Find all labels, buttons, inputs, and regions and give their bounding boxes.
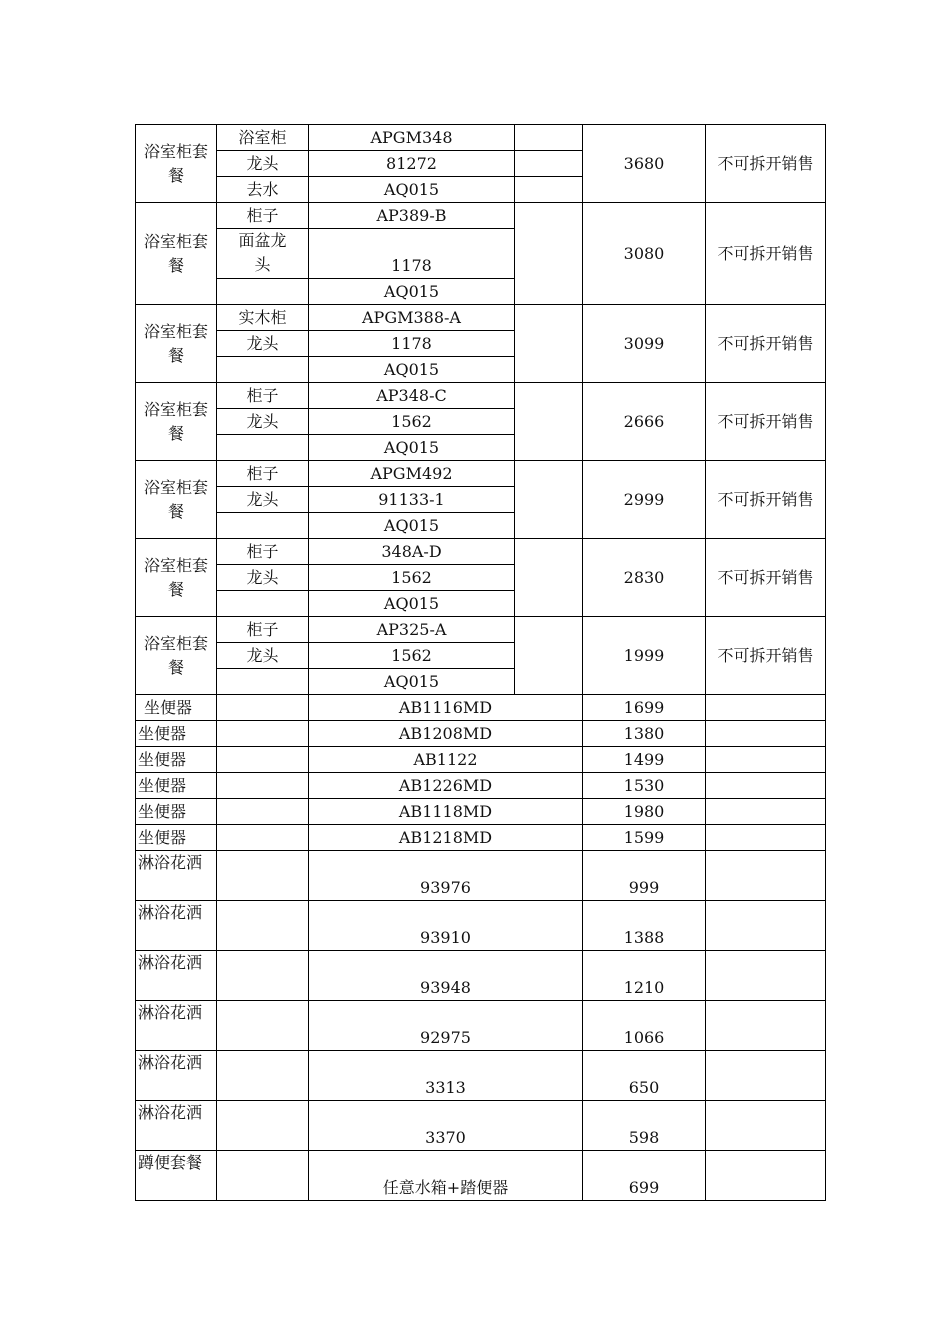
part-name: 龙头 [217, 331, 309, 357]
table-row [136, 1151, 826, 1201]
package-name: 浴室柜套餐 [136, 617, 217, 695]
model-number: 81272 [309, 151, 515, 177]
product-name: 淋浴花洒 [136, 901, 217, 951]
product-name: 坐便器 [136, 747, 217, 773]
price-table [135, 124, 826, 1201]
table-row [136, 825, 826, 851]
package-note: 不可拆开销售 [706, 383, 826, 461]
part-name: 龙头 [217, 487, 309, 513]
blank-cell [515, 125, 583, 151]
package-price: 3080 [583, 203, 706, 305]
product-name: 坐便器 [136, 721, 217, 747]
model-number: AB1226MD [309, 773, 583, 799]
blank-cell [217, 851, 309, 901]
model-number: 3313 [309, 1051, 583, 1101]
package-note: 不可拆开销售 [706, 305, 826, 383]
model-number: 92975 [309, 1001, 583, 1051]
package-price: 2999 [583, 461, 706, 539]
product-price: 598 [583, 1101, 706, 1151]
blank-cell [706, 695, 826, 721]
package-name: 浴室柜套餐 [136, 461, 217, 539]
blank-cell [515, 383, 583, 461]
table-row [136, 901, 826, 951]
blank-cell [515, 203, 583, 305]
model-number: AP348-C [309, 383, 515, 409]
part-name: 龙头 [217, 409, 309, 435]
package-name: 浴室柜套餐 [136, 539, 217, 617]
model-number: AB1208MD [309, 721, 583, 747]
product-price: 1066 [583, 1001, 706, 1051]
model-number: 1562 [309, 565, 515, 591]
blank-cell [706, 951, 826, 1001]
part-name: 浴室柜 [217, 125, 309, 151]
blank-cell [217, 951, 309, 1001]
product-price: 1599 [583, 825, 706, 851]
blank-cell [515, 461, 583, 539]
model-number: AQ015 [309, 669, 515, 695]
model-number: AP325-A [309, 617, 515, 643]
table-row [136, 1001, 826, 1051]
product-price: 999 [583, 851, 706, 901]
model-number: APGM388-A [309, 305, 515, 331]
package-note: 不可拆开销售 [706, 203, 826, 305]
product-name: 坐便器 [136, 695, 217, 721]
model-number: 1562 [309, 409, 515, 435]
product-price: 1699 [583, 695, 706, 721]
package-price: 2666 [583, 383, 706, 461]
table-row [136, 1101, 826, 1151]
model-number: AQ015 [309, 591, 515, 617]
blank-cell [515, 617, 583, 695]
package-price: 3680 [583, 125, 706, 203]
package-name: 浴室柜套餐 [136, 125, 217, 203]
blank-cell [217, 1151, 309, 1201]
model-number: 93976 [309, 851, 583, 901]
blank-cell [217, 799, 309, 825]
package-note: 不可拆开销售 [706, 539, 826, 617]
package-row [136, 305, 826, 331]
part-name [217, 435, 309, 461]
package-price: 2830 [583, 539, 706, 617]
product-name: 坐便器 [136, 825, 217, 851]
model-number: AQ015 [309, 435, 515, 461]
table-row [136, 1051, 826, 1101]
part-name: 龙头 [217, 565, 309, 591]
package-note: 不可拆开销售 [706, 461, 826, 539]
part-name [217, 357, 309, 383]
part-name: 柜子 [217, 383, 309, 409]
product-price: 1380 [583, 721, 706, 747]
blank-cell [706, 825, 826, 851]
package-name: 浴室柜套餐 [136, 203, 217, 305]
blank-cell [515, 177, 583, 203]
blank-cell [706, 1101, 826, 1151]
model-number: 91133-1 [309, 487, 515, 513]
package-row [136, 539, 826, 565]
model-number: APGM492 [309, 461, 515, 487]
product-price: 1980 [583, 799, 706, 825]
model-number: 93948 [309, 951, 583, 1001]
package-note: 不可拆开销售 [706, 125, 826, 203]
table-row [136, 951, 826, 1001]
part-name: 龙头 [217, 643, 309, 669]
model-number: 3370 [309, 1101, 583, 1151]
table-row [136, 773, 826, 799]
part-name [217, 591, 309, 617]
blank-cell [217, 721, 309, 747]
product-price: 1210 [583, 951, 706, 1001]
model-number: AP389-B [309, 203, 515, 229]
product-name: 坐便器 [136, 799, 217, 825]
product-price: 1530 [583, 773, 706, 799]
product-name: 淋浴花洒 [136, 951, 217, 1001]
blank-cell [706, 1001, 826, 1051]
part-name: 龙头 [217, 151, 309, 177]
blank-cell [515, 539, 583, 617]
product-price: 650 [583, 1051, 706, 1101]
blank-cell [706, 747, 826, 773]
product-price: 1388 [583, 901, 706, 951]
model-number: AQ015 [309, 357, 515, 383]
blank-cell [515, 305, 583, 383]
blank-cell [217, 901, 309, 951]
blank-cell [217, 825, 309, 851]
blank-cell [706, 799, 826, 825]
model-number: AQ015 [309, 177, 515, 203]
part-name: 面盆龙头 [217, 229, 309, 279]
blank-cell [706, 851, 826, 901]
model-number: 93910 [309, 901, 583, 951]
product-price: 699 [583, 1151, 706, 1201]
product-name: 淋浴花洒 [136, 851, 217, 901]
blank-cell [217, 1101, 309, 1151]
table-row [136, 721, 826, 747]
blank-cell [706, 721, 826, 747]
package-name: 浴室柜套餐 [136, 383, 217, 461]
blank-cell [706, 901, 826, 951]
part-name: 柜子 [217, 461, 309, 487]
part-name: 柜子 [217, 539, 309, 565]
part-name: 实木柜 [217, 305, 309, 331]
part-name: 柜子 [217, 617, 309, 643]
table-row [136, 695, 826, 721]
package-row [136, 461, 826, 487]
product-name: 淋浴花洒 [136, 1001, 217, 1051]
blank-cell [217, 1051, 309, 1101]
model-number: 348A-D [309, 539, 515, 565]
model-number: 1178 [309, 331, 515, 357]
package-price: 1999 [583, 617, 706, 695]
product-name: 坐便器 [136, 773, 217, 799]
table-row [136, 747, 826, 773]
product-name: 淋浴花洒 [136, 1051, 217, 1101]
model-number: AQ015 [309, 279, 515, 305]
package-row [136, 617, 826, 643]
package-name: 浴室柜套餐 [136, 305, 217, 383]
blank-cell [217, 1001, 309, 1051]
model-number: AB1116MD [309, 695, 583, 721]
model-number: AB1118MD [309, 799, 583, 825]
package-row [136, 125, 826, 151]
table-row [136, 799, 826, 825]
blank-cell [217, 695, 309, 721]
model-number: AB1218MD [309, 825, 583, 851]
model-number: AQ015 [309, 513, 515, 539]
blank-cell [706, 773, 826, 799]
package-note: 不可拆开销售 [706, 617, 826, 695]
package-row [136, 203, 826, 229]
part-name: 柜子 [217, 203, 309, 229]
product-name: 淋浴花洒 [136, 1101, 217, 1151]
part-name: 去水 [217, 177, 309, 203]
blank-cell [217, 747, 309, 773]
part-name [217, 279, 309, 305]
blank-cell [706, 1151, 826, 1201]
blank-cell [515, 151, 583, 177]
model-number: 1178 [309, 229, 515, 279]
part-name [217, 513, 309, 539]
blank-cell [706, 1051, 826, 1101]
model-number: 任意水箱+踏便器 [309, 1151, 583, 1201]
package-row [136, 383, 826, 409]
table-row [136, 851, 826, 901]
model-number: APGM348 [309, 125, 515, 151]
model-number: 1562 [309, 643, 515, 669]
model-number: AB1122 [309, 747, 583, 773]
blank-cell [217, 773, 309, 799]
product-price: 1499 [583, 747, 706, 773]
package-price: 3099 [583, 305, 706, 383]
part-name [217, 669, 309, 695]
product-name: 蹲便套餐 [136, 1151, 217, 1201]
